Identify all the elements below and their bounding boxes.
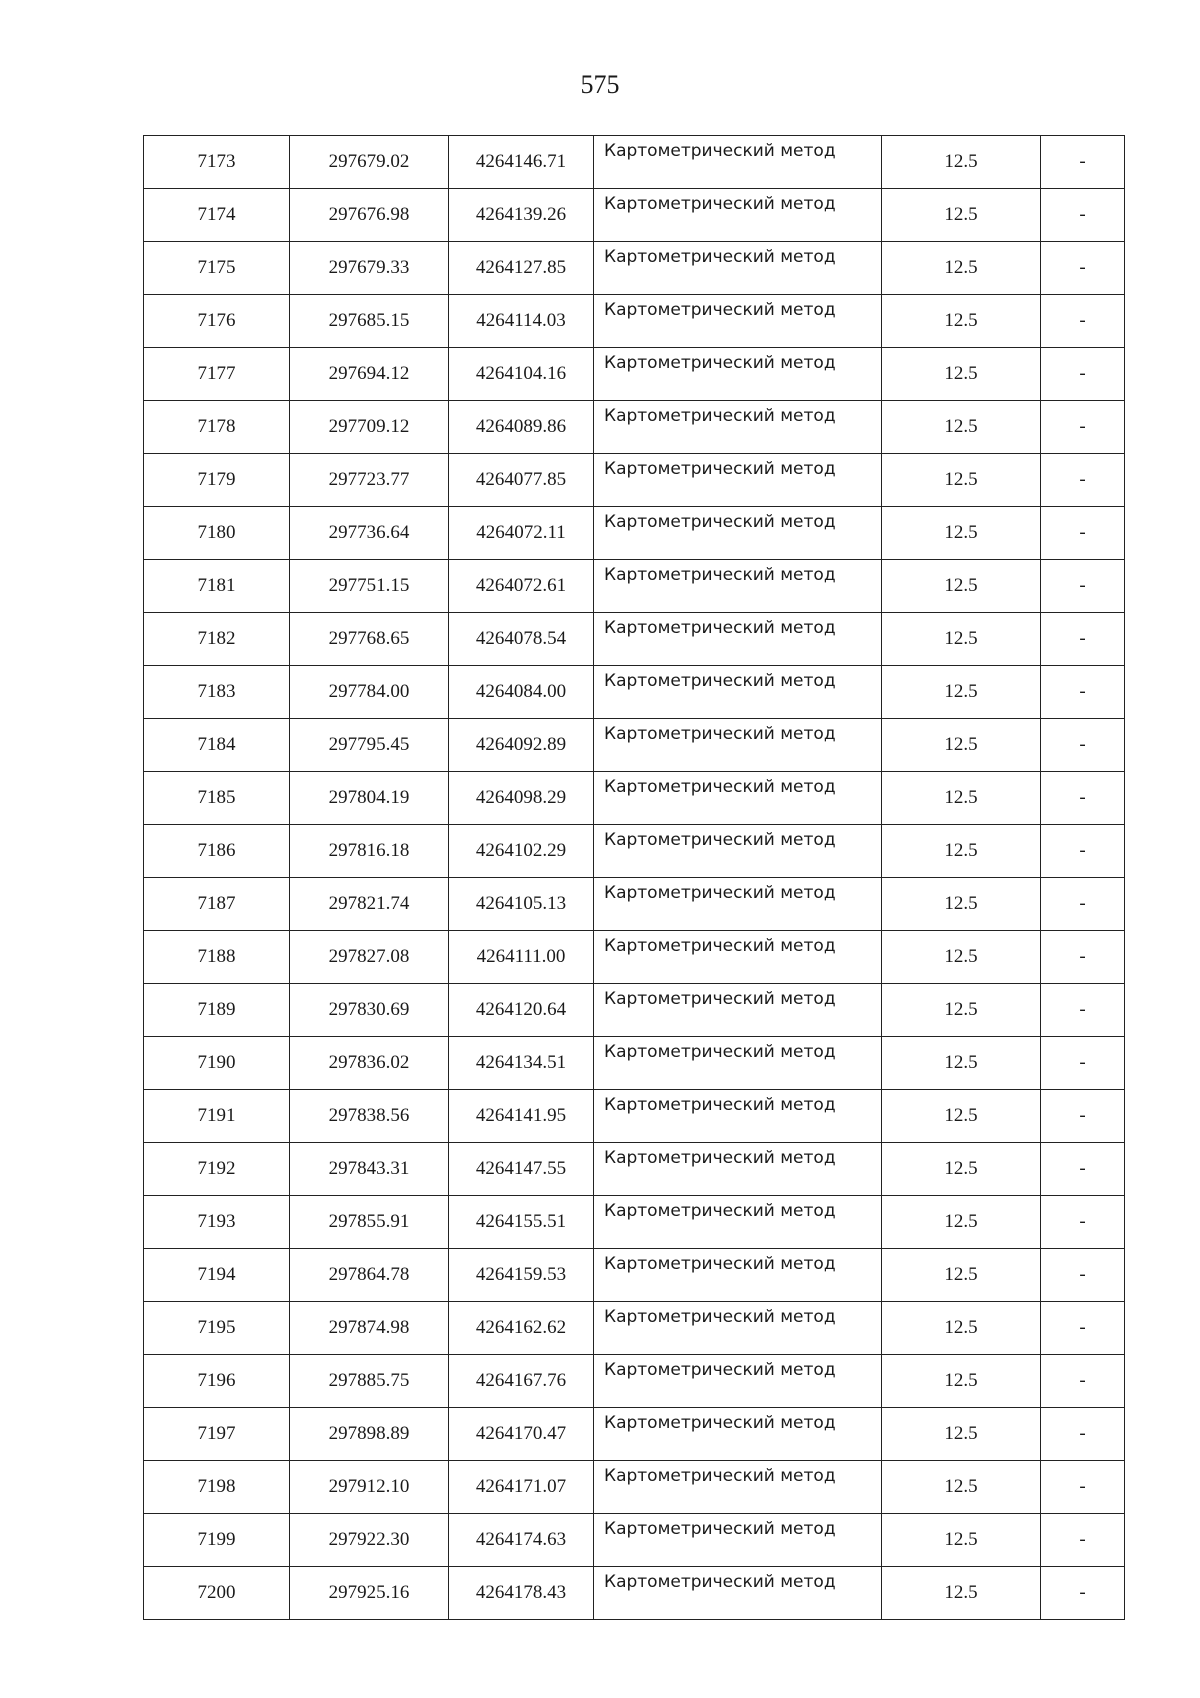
table-row [144, 984, 1125, 1037]
table-row [144, 613, 1125, 666]
y-coordinate-cell: 4264171.07 [449, 1461, 594, 1514]
x-coordinate-cell: 297795.45 [290, 719, 449, 772]
y-coordinate-cell: 4264104.16 [449, 348, 594, 401]
method-cell: Картометрический метод [594, 1355, 882, 1408]
point-number-cell: 7179 [144, 454, 290, 507]
accuracy-cell: 12.5 [882, 1143, 1041, 1196]
note-cell: - [1041, 1143, 1125, 1196]
accuracy-cell: 12.5 [882, 1355, 1041, 1408]
method-cell: Картометрический метод [594, 1514, 882, 1567]
method-cell: Картометрический метод [594, 613, 882, 666]
table-row [144, 1355, 1125, 1408]
note-cell: - [1041, 719, 1125, 772]
table-row [144, 348, 1125, 401]
method-cell: Картометрический метод [594, 189, 882, 242]
x-coordinate-cell: 297864.78 [290, 1249, 449, 1302]
y-coordinate-cell: 4264105.13 [449, 878, 594, 931]
point-number-cell: 7191 [144, 1090, 290, 1143]
accuracy-cell: 12.5 [882, 295, 1041, 348]
y-coordinate-cell: 4264077.85 [449, 454, 594, 507]
x-coordinate-cell: 297685.15 [290, 295, 449, 348]
point-number-cell: 7198 [144, 1461, 290, 1514]
note-cell: - [1041, 136, 1125, 189]
x-coordinate-cell: 297912.10 [290, 1461, 449, 1514]
note-cell: - [1041, 401, 1125, 454]
x-coordinate-cell: 297885.75 [290, 1355, 449, 1408]
accuracy-cell: 12.5 [882, 666, 1041, 719]
table-row [144, 772, 1125, 825]
y-coordinate-cell: 4264147.55 [449, 1143, 594, 1196]
method-cell: Картометрический метод [594, 1461, 882, 1514]
note-cell: - [1041, 1090, 1125, 1143]
table-row [144, 189, 1125, 242]
x-coordinate-cell: 297898.89 [290, 1408, 449, 1461]
y-coordinate-cell: 4264167.76 [449, 1355, 594, 1408]
method-cell: Картометрический метод [594, 878, 882, 931]
y-coordinate-cell: 4264089.86 [449, 401, 594, 454]
y-coordinate-cell: 4264141.95 [449, 1090, 594, 1143]
table-row [144, 1249, 1125, 1302]
accuracy-cell: 12.5 [882, 454, 1041, 507]
x-coordinate-cell: 297736.64 [290, 507, 449, 560]
method-cell: Картометрический метод [594, 401, 882, 454]
x-coordinate-cell: 297816.18 [290, 825, 449, 878]
accuracy-cell: 12.5 [882, 348, 1041, 401]
point-number-cell: 7199 [144, 1514, 290, 1567]
table-row [144, 1037, 1125, 1090]
y-coordinate-cell: 4264084.00 [449, 666, 594, 719]
point-number-cell: 7180 [144, 507, 290, 560]
point-number-cell: 7182 [144, 613, 290, 666]
method-cell: Картометрический метод [594, 136, 882, 189]
y-coordinate-cell: 4264111.00 [449, 931, 594, 984]
method-cell: Картометрический метод [594, 931, 882, 984]
note-cell: - [1041, 931, 1125, 984]
method-cell: Картометрический метод [594, 772, 882, 825]
table-row [144, 295, 1125, 348]
point-number-cell: 7190 [144, 1037, 290, 1090]
y-coordinate-cell: 4264092.89 [449, 719, 594, 772]
method-cell: Картометрический метод [594, 1196, 882, 1249]
page-number: 575 [580, 70, 620, 99]
method-cell: Картометрический метод [594, 454, 882, 507]
table-row [144, 825, 1125, 878]
table-row [144, 507, 1125, 560]
accuracy-cell: 12.5 [882, 1567, 1041, 1620]
table-row [144, 1408, 1125, 1461]
point-number-cell: 7174 [144, 189, 290, 242]
point-number-cell: 7196 [144, 1355, 290, 1408]
table-body [144, 136, 1125, 1620]
note-cell: - [1041, 1196, 1125, 1249]
note-cell: - [1041, 189, 1125, 242]
x-coordinate-cell: 297843.31 [290, 1143, 449, 1196]
y-coordinate-cell: 4264072.61 [449, 560, 594, 613]
point-number-cell: 7183 [144, 666, 290, 719]
point-number-cell: 7193 [144, 1196, 290, 1249]
accuracy-cell: 12.5 [882, 189, 1041, 242]
note-cell: - [1041, 772, 1125, 825]
accuracy-cell: 12.5 [882, 136, 1041, 189]
table-row [144, 1302, 1125, 1355]
y-coordinate-cell: 4264162.62 [449, 1302, 594, 1355]
method-cell: Картометрический метод [594, 666, 882, 719]
accuracy-cell: 12.5 [882, 401, 1041, 454]
x-coordinate-cell: 297836.02 [290, 1037, 449, 1090]
y-coordinate-cell: 4264078.54 [449, 613, 594, 666]
note-cell: - [1041, 1408, 1125, 1461]
table-row [144, 1090, 1125, 1143]
x-coordinate-cell: 297751.15 [290, 560, 449, 613]
x-coordinate-cell: 297709.12 [290, 401, 449, 454]
y-coordinate-cell: 4264114.03 [449, 295, 594, 348]
x-coordinate-cell: 297874.98 [290, 1302, 449, 1355]
method-cell: Картометрический метод [594, 1567, 882, 1620]
x-coordinate-cell: 297804.19 [290, 772, 449, 825]
accuracy-cell: 12.5 [882, 719, 1041, 772]
table-row [144, 1143, 1125, 1196]
point-number-cell: 7197 [144, 1408, 290, 1461]
accuracy-cell: 12.5 [882, 984, 1041, 1037]
accuracy-cell: 12.5 [882, 507, 1041, 560]
accuracy-cell: 12.5 [882, 931, 1041, 984]
method-cell: Картометрический метод [594, 1090, 882, 1143]
point-number-cell: 7176 [144, 295, 290, 348]
point-number-cell: 7188 [144, 931, 290, 984]
y-coordinate-cell: 4264155.51 [449, 1196, 594, 1249]
method-cell: Картометрический метод [594, 348, 882, 401]
note-cell: - [1041, 1355, 1125, 1408]
x-coordinate-cell: 297694.12 [290, 348, 449, 401]
point-number-cell: 7175 [144, 242, 290, 295]
table-row [144, 878, 1125, 931]
method-cell: Картометрический метод [594, 1249, 882, 1302]
note-cell: - [1041, 242, 1125, 295]
method-cell: Картометрический метод [594, 1302, 882, 1355]
note-cell: - [1041, 1037, 1125, 1090]
x-coordinate-cell: 297830.69 [290, 984, 449, 1037]
y-coordinate-cell: 4264102.29 [449, 825, 594, 878]
y-coordinate-cell: 4264146.71 [449, 136, 594, 189]
method-cell: Картометрический метод [594, 242, 882, 295]
method-cell: Картометрический метод [594, 295, 882, 348]
point-number-cell: 7187 [144, 878, 290, 931]
table-row [144, 719, 1125, 772]
accuracy-cell: 12.5 [882, 1037, 1041, 1090]
point-number-cell: 7195 [144, 1302, 290, 1355]
point-number-cell: 7185 [144, 772, 290, 825]
table-row [144, 401, 1125, 454]
point-number-cell: 7178 [144, 401, 290, 454]
coordinates-table [143, 135, 1125, 1620]
y-coordinate-cell: 4264127.85 [449, 242, 594, 295]
y-coordinate-cell: 4264159.53 [449, 1249, 594, 1302]
accuracy-cell: 12.5 [882, 1514, 1041, 1567]
point-number-cell: 7192 [144, 1143, 290, 1196]
accuracy-cell: 12.5 [882, 772, 1041, 825]
accuracy-cell: 12.5 [882, 1249, 1041, 1302]
point-number-cell: 7189 [144, 984, 290, 1037]
table-row [144, 931, 1125, 984]
accuracy-cell: 12.5 [882, 1302, 1041, 1355]
point-number-cell: 7177 [144, 348, 290, 401]
accuracy-cell: 12.5 [882, 1408, 1041, 1461]
accuracy-cell: 12.5 [882, 560, 1041, 613]
note-cell: - [1041, 1567, 1125, 1620]
accuracy-cell: 12.5 [882, 1461, 1041, 1514]
note-cell: - [1041, 1249, 1125, 1302]
table-row [144, 1567, 1125, 1620]
note-cell: - [1041, 1514, 1125, 1567]
note-cell: - [1041, 507, 1125, 560]
method-cell: Картометрический метод [594, 1143, 882, 1196]
point-number-cell: 7186 [144, 825, 290, 878]
y-coordinate-cell: 4264134.51 [449, 1037, 594, 1090]
note-cell: - [1041, 878, 1125, 931]
table-row [144, 666, 1125, 719]
note-cell: - [1041, 1461, 1125, 1514]
table-row [144, 560, 1125, 613]
note-cell: - [1041, 348, 1125, 401]
note-cell: - [1041, 560, 1125, 613]
y-coordinate-cell: 4264178.43 [449, 1567, 594, 1620]
x-coordinate-cell: 297679.02 [290, 136, 449, 189]
point-number-cell: 7173 [144, 136, 290, 189]
accuracy-cell: 12.5 [882, 242, 1041, 295]
x-coordinate-cell: 297679.33 [290, 242, 449, 295]
table-row [144, 1196, 1125, 1249]
accuracy-cell: 12.5 [882, 878, 1041, 931]
table-row [144, 1514, 1125, 1567]
method-cell: Картометрический метод [594, 1037, 882, 1090]
note-cell: - [1041, 666, 1125, 719]
y-coordinate-cell: 4264170.47 [449, 1408, 594, 1461]
accuracy-cell: 12.5 [882, 1196, 1041, 1249]
y-coordinate-cell: 4264174.63 [449, 1514, 594, 1567]
x-coordinate-cell: 297768.65 [290, 613, 449, 666]
x-coordinate-cell: 297838.56 [290, 1090, 449, 1143]
x-coordinate-cell: 297784.00 [290, 666, 449, 719]
x-coordinate-cell: 297855.91 [290, 1196, 449, 1249]
note-cell: - [1041, 454, 1125, 507]
note-cell: - [1041, 984, 1125, 1037]
method-cell: Картометрический метод [594, 507, 882, 560]
method-cell: Картометрический метод [594, 984, 882, 1037]
accuracy-cell: 12.5 [882, 825, 1041, 878]
method-cell: Картометрический метод [594, 560, 882, 613]
y-coordinate-cell: 4264139.26 [449, 189, 594, 242]
method-cell: Картометрический метод [594, 1408, 882, 1461]
table-row [144, 136, 1125, 189]
note-cell: - [1041, 295, 1125, 348]
table-row [144, 454, 1125, 507]
point-number-cell: 7200 [144, 1567, 290, 1620]
method-cell: Картометрический метод [594, 825, 882, 878]
table-row [144, 242, 1125, 295]
table-row [144, 1461, 1125, 1514]
x-coordinate-cell: 297723.77 [290, 454, 449, 507]
accuracy-cell: 12.5 [882, 613, 1041, 666]
point-number-cell: 7184 [144, 719, 290, 772]
note-cell: - [1041, 1302, 1125, 1355]
x-coordinate-cell: 297827.08 [290, 931, 449, 984]
note-cell: - [1041, 825, 1125, 878]
point-number-cell: 7194 [144, 1249, 290, 1302]
x-coordinate-cell: 297821.74 [290, 878, 449, 931]
note-cell: - [1041, 613, 1125, 666]
x-coordinate-cell: 297922.30 [290, 1514, 449, 1567]
y-coordinate-cell: 4264098.29 [449, 772, 594, 825]
point-number-cell: 7181 [144, 560, 290, 613]
y-coordinate-cell: 4264120.64 [449, 984, 594, 1037]
accuracy-cell: 12.5 [882, 1090, 1041, 1143]
y-coordinate-cell: 4264072.11 [449, 507, 594, 560]
x-coordinate-cell: 297925.16 [290, 1567, 449, 1620]
x-coordinate-cell: 297676.98 [290, 189, 449, 242]
method-cell: Картометрический метод [594, 719, 882, 772]
